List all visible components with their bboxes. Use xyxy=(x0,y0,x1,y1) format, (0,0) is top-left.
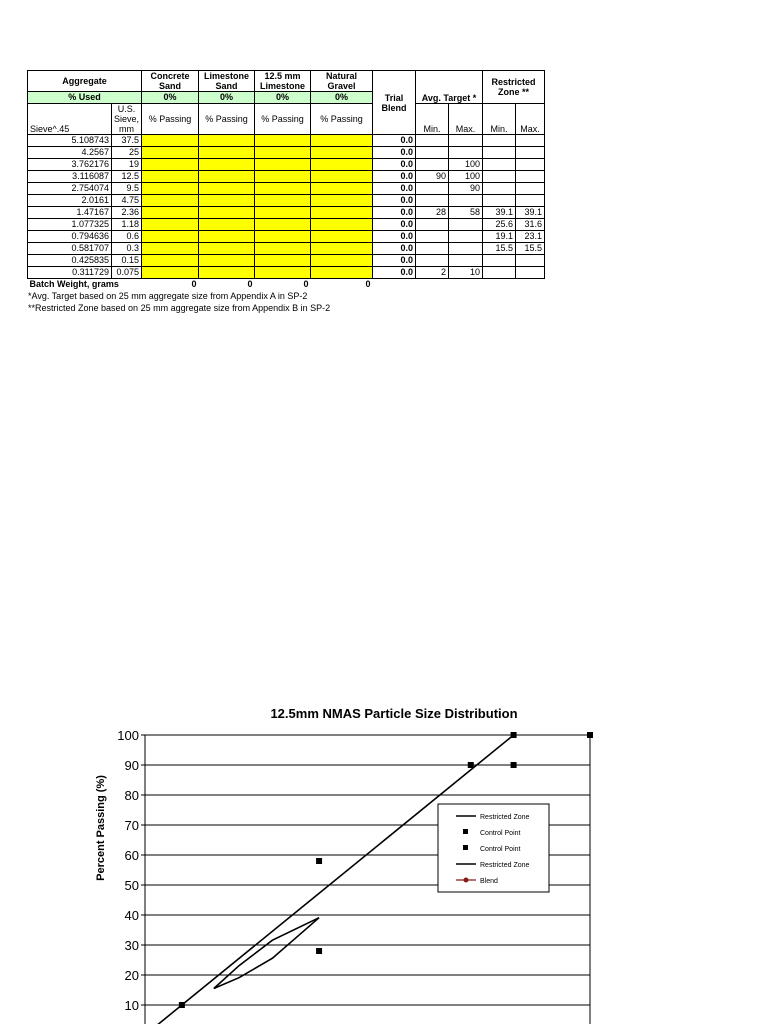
passing-cell-0[interactable] xyxy=(142,255,199,267)
target-min-cell: 28 xyxy=(416,207,449,219)
sieve-mm-cell: 0.3 xyxy=(112,243,142,255)
restricted-zone-line xyxy=(214,918,319,989)
passing-cell-3[interactable] xyxy=(311,207,373,219)
rz-max-cell xyxy=(516,159,545,171)
target-min-cell xyxy=(416,255,449,267)
legend-entry: Restricted Zone xyxy=(480,862,530,869)
restricted-zone-label: Restricted Zone ** xyxy=(483,71,545,104)
table-row xyxy=(28,159,545,171)
col-pct-1[interactable]: 0% xyxy=(199,92,255,104)
rz-min-cell xyxy=(483,135,516,147)
sieve-mm-cell: 12.5 xyxy=(112,171,142,183)
trial-blend-cell: 0.0 xyxy=(373,267,416,279)
target-max-cell: 58 xyxy=(449,207,483,219)
sieve-mm-cell: 0.6 xyxy=(112,231,142,243)
avg-target-label: Avg. Target * xyxy=(416,71,483,104)
legend-swatch-marker xyxy=(463,829,468,834)
passing-cell-0[interactable] xyxy=(142,135,199,147)
passing-cell-1[interactable] xyxy=(199,267,255,279)
passing-cell-1[interactable] xyxy=(199,147,255,159)
passing-cell-1[interactable] xyxy=(199,195,255,207)
percent-used-label: % Used xyxy=(28,92,142,104)
table-row xyxy=(28,219,545,231)
target-max-cell xyxy=(449,135,483,147)
sieve-mm-cell: 2.36 xyxy=(112,207,142,219)
passing-cell-0[interactable] xyxy=(142,147,199,159)
col-name-0: Concrete Sand xyxy=(142,71,199,92)
passing-cell-3[interactable] xyxy=(311,183,373,195)
y-tick-labels xyxy=(117,728,139,1013)
rz-max-cell xyxy=(516,183,545,195)
sieve45-cell: 0.794636 xyxy=(28,231,112,243)
target-min-cell xyxy=(416,159,449,171)
passing-label-1: % Passing xyxy=(199,104,255,135)
rz-min-cell: 15.5 xyxy=(483,243,516,255)
sieve45-cell: 0.311729 xyxy=(28,267,112,279)
y-tick-label: 40 xyxy=(124,908,139,923)
sieve45-cell: 0.581707 xyxy=(28,243,112,255)
y-tick-label: 30 xyxy=(124,938,139,953)
passing-cell-1[interactable] xyxy=(199,255,255,267)
legend-entry: Restricted Zone xyxy=(480,814,530,821)
y-tick-label: 70 xyxy=(124,818,139,833)
y-tick-label: 100 xyxy=(117,728,139,743)
passing-cell-0[interactable] xyxy=(142,159,199,171)
trial-blend-cell: 0.0 xyxy=(373,231,416,243)
rz-min-cell xyxy=(483,195,516,207)
y-tick-label: 60 xyxy=(124,848,139,863)
table-row xyxy=(28,147,545,159)
target-max-cell xyxy=(449,195,483,207)
rz-min-cell xyxy=(483,255,516,267)
passing-cell-3[interactable] xyxy=(311,135,373,147)
rz-min-cell xyxy=(483,159,516,171)
table-row xyxy=(28,171,545,183)
target-min-cell xyxy=(416,135,449,147)
trial-blend-cell: 0.0 xyxy=(373,207,416,219)
y-tick-label: 20 xyxy=(124,968,139,983)
sieve45-cell: 1.47167 xyxy=(28,207,112,219)
passing-cell-2[interactable] xyxy=(255,171,311,183)
particle-size-chart xyxy=(0,690,768,1024)
table-row xyxy=(28,231,545,243)
sieve45-label: Sieve^.45 xyxy=(28,104,112,135)
trial-blend-cell: 0.0 xyxy=(373,171,416,183)
passing-cell-0[interactable] xyxy=(142,207,199,219)
passing-cell-1[interactable] xyxy=(199,183,255,195)
batch-3: 0 xyxy=(365,279,371,289)
rz-max-cell: 39.1 xyxy=(516,207,545,219)
control-point-marker xyxy=(316,858,322,864)
passing-cell-3[interactable] xyxy=(311,195,373,207)
target-max-cell xyxy=(449,219,483,231)
rz-min-cell xyxy=(483,171,516,183)
rz-max-cell xyxy=(516,171,545,183)
chart-title: 12.5mm NMAS Particle Size Distribution xyxy=(270,706,518,721)
avg-target-note: *Avg. Target based on 25 mm aggregate size from Appendix A in SP-2 xyxy=(28,291,308,301)
passing-cell-3[interactable] xyxy=(311,147,373,159)
y-axis-label: Percent Passing (%) xyxy=(95,775,107,881)
trial-blend-cell: 0.0 xyxy=(373,195,416,207)
passing-cell-0[interactable] xyxy=(142,231,199,243)
batch-label: Batch Weight, grams xyxy=(29,279,119,289)
passing-cell-1[interactable] xyxy=(199,219,255,231)
target-max-cell xyxy=(449,255,483,267)
target-min-cell: 90 xyxy=(416,171,449,183)
rz-max-cell xyxy=(516,255,545,267)
passing-cell-2[interactable] xyxy=(255,147,311,159)
passing-cell-1[interactable] xyxy=(199,171,255,183)
col-pct-0[interactable]: 0% xyxy=(142,92,199,104)
sieve-rows xyxy=(28,135,545,279)
sieve45-cell: 0.425835 xyxy=(28,255,112,267)
sieve45-cell: 2.754074 xyxy=(28,183,112,195)
rz-max-cell xyxy=(516,195,545,207)
table-row xyxy=(28,207,545,219)
avg-min-label: Min. xyxy=(416,104,449,135)
passing-label-2: % Passing xyxy=(255,104,311,135)
rz-min-cell xyxy=(483,267,516,279)
passing-cell-1[interactable] xyxy=(199,243,255,255)
table-row xyxy=(28,183,545,195)
rz-max-cell xyxy=(516,135,545,147)
passing-cell-3[interactable] xyxy=(311,231,373,243)
trial-blend-cell: 0.0 xyxy=(373,243,416,255)
legend-entry: Blend xyxy=(480,878,498,885)
passing-label-3: % Passing xyxy=(311,104,373,135)
target-min-cell xyxy=(416,147,449,159)
sieve-mm-cell: 0.075 xyxy=(112,267,142,279)
table-row xyxy=(28,267,545,279)
col-pct-3[interactable]: 0% xyxy=(311,92,373,104)
col-name-1: Limestone Sand xyxy=(199,71,255,92)
y-tick-label: 90 xyxy=(124,758,139,773)
batch-1: 0 xyxy=(247,279,253,289)
legend-swatch-blend-marker xyxy=(464,878,469,883)
legend-entry: Control Point xyxy=(480,846,521,853)
passing-cell-3[interactable] xyxy=(311,243,373,255)
control-point-marker xyxy=(511,732,517,738)
passing-cell-3[interactable] xyxy=(311,171,373,183)
rz-max-cell xyxy=(516,147,545,159)
target-min-cell xyxy=(416,231,449,243)
y-tick-label: 50 xyxy=(124,878,139,893)
passing-cell-2[interactable] xyxy=(255,159,311,171)
legend xyxy=(438,804,549,892)
rz-max-label: Max. xyxy=(516,104,545,135)
control-point-marker xyxy=(587,732,593,738)
passing-cell-2[interactable] xyxy=(255,183,311,195)
passing-cell-2[interactable] xyxy=(255,231,311,243)
trial-blend-cell: 0.0 xyxy=(373,147,416,159)
aggregate-table xyxy=(27,70,545,290)
rz-max-cell: 15.5 xyxy=(516,243,545,255)
rz-min-cell xyxy=(483,147,516,159)
target-max-cell: 90 xyxy=(449,183,483,195)
y-tick-label: 10 xyxy=(124,998,139,1013)
passing-cell-3[interactable] xyxy=(311,159,373,171)
trial-blend-cell: 0.0 xyxy=(373,159,416,171)
passing-cell-2[interactable] xyxy=(255,135,311,147)
sieve45-cell: 3.116087 xyxy=(28,171,112,183)
passing-cell-2[interactable] xyxy=(255,219,311,231)
passing-cell-0[interactable] xyxy=(142,243,199,255)
passing-cell-1[interactable] xyxy=(199,135,255,147)
target-min-cell xyxy=(416,183,449,195)
rz-min-cell xyxy=(483,183,516,195)
passing-cell-1[interactable] xyxy=(199,207,255,219)
passing-cell-0[interactable] xyxy=(142,183,199,195)
rz-min-cell: 19.1 xyxy=(483,231,516,243)
table-row xyxy=(28,255,545,267)
passing-cell-3[interactable] xyxy=(311,267,373,279)
passing-cell-3[interactable] xyxy=(311,255,373,267)
batch-0: 0 xyxy=(191,279,197,289)
target-min-cell xyxy=(416,219,449,231)
table-row xyxy=(28,243,545,255)
col-name-3: Natural Gravel xyxy=(311,71,373,92)
rz-min-cell: 39.1 xyxy=(483,207,516,219)
passing-cell-1[interactable] xyxy=(199,231,255,243)
control-point-marker xyxy=(511,762,517,768)
col-name-2: 12.5 mm Limestone xyxy=(255,71,311,92)
passing-cell-0[interactable] xyxy=(142,219,199,231)
passing-cell-2[interactable] xyxy=(255,267,311,279)
sieve45-cell: 4.2567 xyxy=(28,147,112,159)
target-max-cell: 10 xyxy=(449,267,483,279)
avg-max-label: Max. xyxy=(449,104,483,135)
passing-cell-2[interactable] xyxy=(255,207,311,219)
target-max-cell: 100 xyxy=(449,159,483,171)
passing-cell-0[interactable] xyxy=(142,195,199,207)
target-min-cell xyxy=(416,243,449,255)
sieve45-cell: 1.077325 xyxy=(28,219,112,231)
restricted-zone-note: **Restricted Zone based on 25 mm aggregate size from Appendix B in SP-2 xyxy=(28,303,331,313)
passing-cell-2[interactable] xyxy=(255,255,311,267)
rz-min-label: Min. xyxy=(483,104,516,135)
passing-cell-3[interactable] xyxy=(311,219,373,231)
sieve-mm-cell: 19 xyxy=(112,159,142,171)
target-min-cell: 2 xyxy=(416,267,449,279)
control-point-marker xyxy=(468,762,474,768)
target-max-cell: 100 xyxy=(449,171,483,183)
passing-cell-1[interactable] xyxy=(199,159,255,171)
target-min-cell xyxy=(416,195,449,207)
legend-entry: Control Point xyxy=(480,830,521,837)
batch-2: 0 xyxy=(303,279,309,289)
sieve45-cell: 2.0161 xyxy=(28,195,112,207)
legend-swatch-marker xyxy=(463,845,468,850)
passing-label-0: % Passing xyxy=(142,104,199,135)
aggregate-label: Aggregate xyxy=(28,71,142,92)
rz-min-cell: 25.6 xyxy=(483,219,516,231)
sieve-mm-cell: 25 xyxy=(112,147,142,159)
target-max-cell xyxy=(449,147,483,159)
trial-blend-cell: 0.0 xyxy=(373,255,416,267)
control-point-marker xyxy=(316,948,322,954)
passing-cell-0[interactable] xyxy=(142,171,199,183)
trial-blend-label: Trial Blend xyxy=(373,71,416,135)
restricted-zone-line xyxy=(214,918,319,989)
passing-cell-2[interactable] xyxy=(255,243,311,255)
sieve-mm-cell: 0.15 xyxy=(112,255,142,267)
sieve45-cell: 5.108743 xyxy=(28,135,112,147)
sieve-mm-cell: 9.5 xyxy=(112,183,142,195)
trial-blend-cell: 0.0 xyxy=(373,135,416,147)
sieve45-cell: 3.762176 xyxy=(28,159,112,171)
us-sieve-label: U.S. Sieve, mm xyxy=(112,104,142,135)
passing-cell-0[interactable] xyxy=(142,267,199,279)
col-pct-2[interactable]: 0% xyxy=(255,92,311,104)
sieve-mm-cell: 37.5 xyxy=(112,135,142,147)
table-row xyxy=(28,135,545,147)
rz-max-cell: 31.6 xyxy=(516,219,545,231)
sieve-mm-cell: 1.18 xyxy=(112,219,142,231)
rz-max-cell xyxy=(516,267,545,279)
table-row xyxy=(28,195,545,207)
passing-cell-2[interactable] xyxy=(255,195,311,207)
trial-blend-cell: 0.0 xyxy=(373,183,416,195)
trial-blend-cell: 0.0 xyxy=(373,219,416,231)
target-max-cell xyxy=(449,243,483,255)
y-tick-label: 80 xyxy=(124,788,139,803)
target-max-cell xyxy=(449,231,483,243)
sieve-mm-cell: 4.75 xyxy=(112,195,142,207)
control-point-marker xyxy=(179,1002,185,1008)
rz-max-cell: 23.1 xyxy=(516,231,545,243)
